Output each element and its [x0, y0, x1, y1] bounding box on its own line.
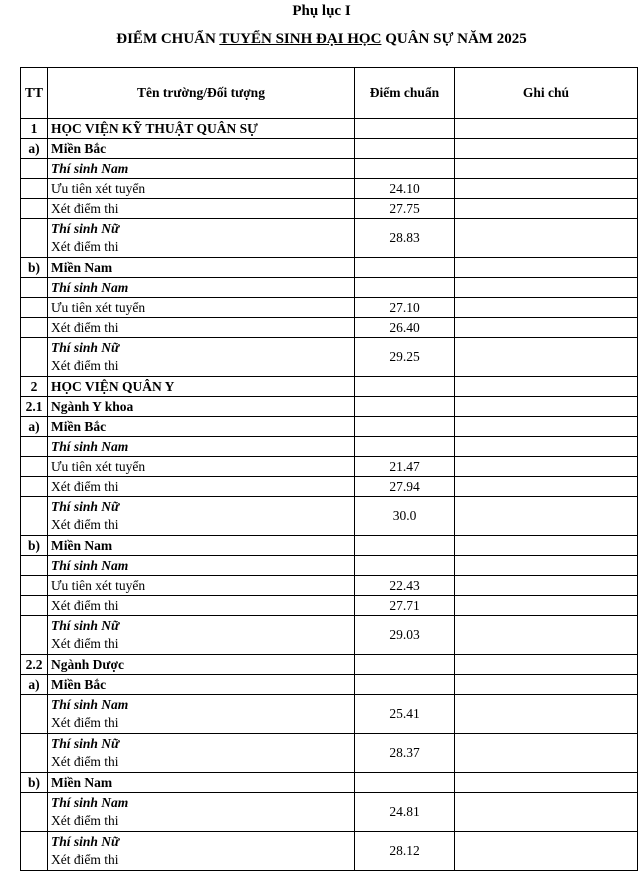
- row-index: [21, 556, 48, 576]
- table-row: [21, 497, 638, 536]
- note-cell: [455, 119, 638, 139]
- criterion-label: Xét điểm thi: [51, 715, 119, 730]
- criterion-label: Xét điểm thi: [51, 852, 119, 867]
- table-row: [21, 556, 638, 576]
- section-label: HỌC VIỆN QUÂN Y: [51, 378, 175, 394]
- table-row: [21, 298, 638, 318]
- section-label: Miền Bắc: [51, 140, 107, 156]
- candidate-group-label: Thí sinh Nam: [51, 160, 129, 176]
- note-cell: [455, 596, 638, 616]
- table-row: [21, 793, 638, 832]
- table-row: [21, 278, 638, 298]
- row-name-cell: [48, 773, 355, 793]
- appendix-label: Phụ lục I: [292, 3, 351, 19]
- note-cell: [455, 258, 638, 278]
- note-cell: [455, 179, 638, 199]
- table-row: [21, 457, 638, 477]
- table-row: [21, 536, 638, 556]
- table-row: [21, 576, 638, 596]
- score-cell: [355, 437, 455, 457]
- row-name-cell: [48, 278, 355, 298]
- row-index: a): [21, 675, 48, 695]
- table-row: [21, 675, 638, 695]
- score-cell: [355, 119, 455, 139]
- note-cell: [455, 417, 638, 437]
- table-row: [21, 219, 638, 258]
- candidate-group-label: Thí sinh Nam: [51, 697, 129, 712]
- candidate-group-label: Thí sinh Nam: [51, 438, 129, 454]
- table-row: [21, 734, 638, 773]
- row-name-cell: [48, 199, 355, 219]
- table-row: [21, 397, 638, 417]
- note-cell: [455, 497, 638, 536]
- row-name-cell: [48, 477, 355, 497]
- candidate-group-label: Thí sinh Nữ: [51, 736, 120, 751]
- score-cell: 27.10: [355, 298, 455, 318]
- score-cell: 24.10: [355, 179, 455, 199]
- criterion-label: Xét điểm thi: [51, 200, 119, 216]
- row-name-cell: [48, 159, 355, 179]
- score-cell: [355, 675, 455, 695]
- row-name-cell: [48, 655, 355, 675]
- col-header-tt: TT: [21, 68, 48, 119]
- note-cell: [455, 477, 638, 497]
- row-name-cell: [48, 616, 355, 655]
- score-cell: [355, 417, 455, 437]
- table-row: [21, 139, 638, 159]
- table-header-row: [21, 68, 638, 119]
- row-index: [21, 695, 48, 734]
- table-row: [21, 377, 638, 397]
- note-cell: [455, 734, 638, 773]
- score-cell: [355, 397, 455, 417]
- title-underlined: TUYỂN SINH ĐẠI HỌC: [219, 31, 382, 47]
- note-cell: [455, 695, 638, 734]
- note-cell: [455, 377, 638, 397]
- score-cell: [355, 655, 455, 675]
- criterion-label: Xét điểm thi: [51, 319, 119, 335]
- section-label: Miền Nam: [51, 259, 113, 275]
- section-label: Miền Bắc: [51, 418, 107, 434]
- score-cell: 26.40: [355, 318, 455, 338]
- candidate-group-label: Thí sinh Nữ: [51, 834, 120, 849]
- table-row: [21, 477, 638, 497]
- note-cell: [455, 139, 638, 159]
- row-index: [21, 338, 48, 377]
- row-index: [21, 832, 48, 871]
- note-cell: [455, 793, 638, 832]
- row-index: [21, 616, 48, 655]
- row-index: [21, 278, 48, 298]
- row-name-cell: [48, 556, 355, 576]
- section-label: Miền Bắc: [51, 676, 107, 692]
- section-label: Ngành Dược: [51, 656, 124, 672]
- row-index: [21, 457, 48, 477]
- candidate-group-label: Thí sinh Nam: [51, 795, 129, 810]
- table-row: [21, 119, 638, 139]
- score-cell: 28.37: [355, 734, 455, 773]
- score-cell: [355, 159, 455, 179]
- row-name-cell: [48, 258, 355, 278]
- score-cell: 21.47: [355, 457, 455, 477]
- criterion-label: Xét điểm thi: [51, 597, 119, 613]
- note-cell: [455, 457, 638, 477]
- score-table: [20, 67, 638, 871]
- row-name-cell: [48, 397, 355, 417]
- row-index: a): [21, 417, 48, 437]
- row-name-cell: [48, 675, 355, 695]
- row-index: [21, 477, 48, 497]
- table-row: [21, 258, 638, 278]
- score-cell: 27.71: [355, 596, 455, 616]
- row-name-cell: [48, 139, 355, 159]
- row-name-cell: [48, 497, 355, 536]
- table-row: [21, 616, 638, 655]
- note-cell: [455, 219, 638, 258]
- row-index: [21, 179, 48, 199]
- score-cell: [355, 773, 455, 793]
- row-index: [21, 497, 48, 536]
- row-index: [21, 437, 48, 457]
- row-index: 2: [21, 377, 48, 397]
- score-cell: 27.94: [355, 477, 455, 497]
- criterion-label: Xét điểm thi: [51, 517, 119, 532]
- criterion-label: Ưu tiên xét tuyển: [51, 458, 146, 474]
- row-index: b): [21, 773, 48, 793]
- row-name-cell: [48, 417, 355, 437]
- criterion-label: Xét điểm thi: [51, 478, 119, 494]
- table-row: [21, 318, 638, 338]
- candidate-group-label: Thí sinh Nam: [51, 279, 129, 295]
- title-suffix: QUÂN SỰ NĂM 2025: [381, 31, 527, 47]
- col-header-name: Tên trường/Đối tượng: [48, 68, 355, 119]
- note-cell: [455, 556, 638, 576]
- score-cell: 28.83: [355, 219, 455, 258]
- score-cell: 22.43: [355, 576, 455, 596]
- table-row: [21, 179, 638, 199]
- score-cell: 25.41: [355, 695, 455, 734]
- col-header-note: Ghi chú: [455, 68, 638, 119]
- criterion-label: Xét điểm thi: [51, 358, 119, 373]
- row-index: b): [21, 258, 48, 278]
- candidate-group-label: Thí sinh Nữ: [51, 499, 120, 514]
- title-prefix: ĐIỂM CHUẨN: [116, 31, 220, 47]
- note-cell: [455, 675, 638, 695]
- table-row: [21, 695, 638, 734]
- table-row: [21, 437, 638, 457]
- criterion-label: Xét điểm thi: [51, 754, 119, 769]
- row-index: 2.1: [21, 397, 48, 417]
- row-index: 2.2: [21, 655, 48, 675]
- score-cell: [355, 139, 455, 159]
- row-name-cell: [48, 695, 355, 734]
- score-cell: 28.12: [355, 832, 455, 871]
- row-name-cell: [48, 576, 355, 596]
- note-cell: [455, 773, 638, 793]
- row-name-cell: [48, 734, 355, 773]
- row-index: [21, 159, 48, 179]
- score-cell: [355, 377, 455, 397]
- candidate-group-label: Thí sinh Nữ: [51, 618, 120, 633]
- score-cell: 29.25: [355, 338, 455, 377]
- row-name-cell: [48, 298, 355, 318]
- note-cell: [455, 159, 638, 179]
- table-row: [21, 832, 638, 871]
- criterion-label: Ưu tiên xét tuyển: [51, 299, 146, 315]
- criterion-label: Xét điểm thi: [51, 239, 119, 254]
- row-index: [21, 793, 48, 832]
- section-label: Ngành Y khoa: [51, 398, 134, 414]
- table-row: [21, 596, 638, 616]
- candidate-group-label: Thí sinh Nữ: [51, 340, 120, 355]
- table-row: [21, 199, 638, 219]
- row-name-cell: [48, 437, 355, 457]
- row-index: [21, 318, 48, 338]
- row-name-cell: [48, 318, 355, 338]
- row-index: a): [21, 139, 48, 159]
- table-row: [21, 655, 638, 675]
- criterion-label: Ưu tiên xét tuyển: [51, 577, 146, 593]
- note-cell: [455, 278, 638, 298]
- row-index: [21, 298, 48, 318]
- score-cell: [355, 258, 455, 278]
- section-label: Miền Nam: [51, 537, 113, 553]
- candidate-group-label: Thí sinh Nữ: [51, 221, 120, 236]
- row-index: [21, 596, 48, 616]
- row-index: [21, 576, 48, 596]
- row-name-cell: [48, 377, 355, 397]
- criterion-label: Ưu tiên xét tuyển: [51, 180, 146, 196]
- row-name-cell: [48, 219, 355, 258]
- score-cell: 24.81: [355, 793, 455, 832]
- row-name-cell: [48, 832, 355, 871]
- table-row: [21, 773, 638, 793]
- row-name-cell: [48, 457, 355, 477]
- row-name-cell: [48, 119, 355, 139]
- criterion-label: Xét điểm thi: [51, 636, 119, 651]
- note-cell: [455, 576, 638, 596]
- row-name-cell: [48, 179, 355, 199]
- score-cell: 29.03: [355, 616, 455, 655]
- row-name-cell: [48, 536, 355, 556]
- table-row: [21, 338, 638, 377]
- col-header-score: Điểm chuẩn: [355, 68, 455, 119]
- note-cell: [455, 832, 638, 871]
- note-cell: [455, 338, 638, 377]
- table-body: [21, 119, 638, 871]
- row-index: 1: [21, 119, 48, 139]
- note-cell: [455, 397, 638, 417]
- document-title: [0, 30, 643, 48]
- row-name-cell: [48, 793, 355, 832]
- section-label: HỌC VIỆN KỸ THUẬT QUÂN SỰ: [51, 120, 258, 136]
- row-name-cell: [48, 338, 355, 377]
- row-index: [21, 219, 48, 258]
- note-cell: [455, 199, 638, 219]
- row-index: [21, 734, 48, 773]
- score-cell: [355, 556, 455, 576]
- note-cell: [455, 616, 638, 655]
- note-cell: [455, 298, 638, 318]
- candidate-group-label: Thí sinh Nam: [51, 557, 129, 573]
- note-cell: [455, 536, 638, 556]
- row-index: [21, 199, 48, 219]
- note-cell: [455, 318, 638, 338]
- criterion-label: Xét điểm thi: [51, 813, 119, 828]
- score-cell: 30.0: [355, 497, 455, 536]
- note-cell: [455, 655, 638, 675]
- score-cell: 27.75: [355, 199, 455, 219]
- score-cell: [355, 278, 455, 298]
- section-label: Miền Nam: [51, 774, 113, 790]
- row-name-cell: [48, 596, 355, 616]
- row-index: b): [21, 536, 48, 556]
- score-cell: [355, 536, 455, 556]
- note-cell: [455, 437, 638, 457]
- table-row: [21, 417, 638, 437]
- table-row: [21, 159, 638, 179]
